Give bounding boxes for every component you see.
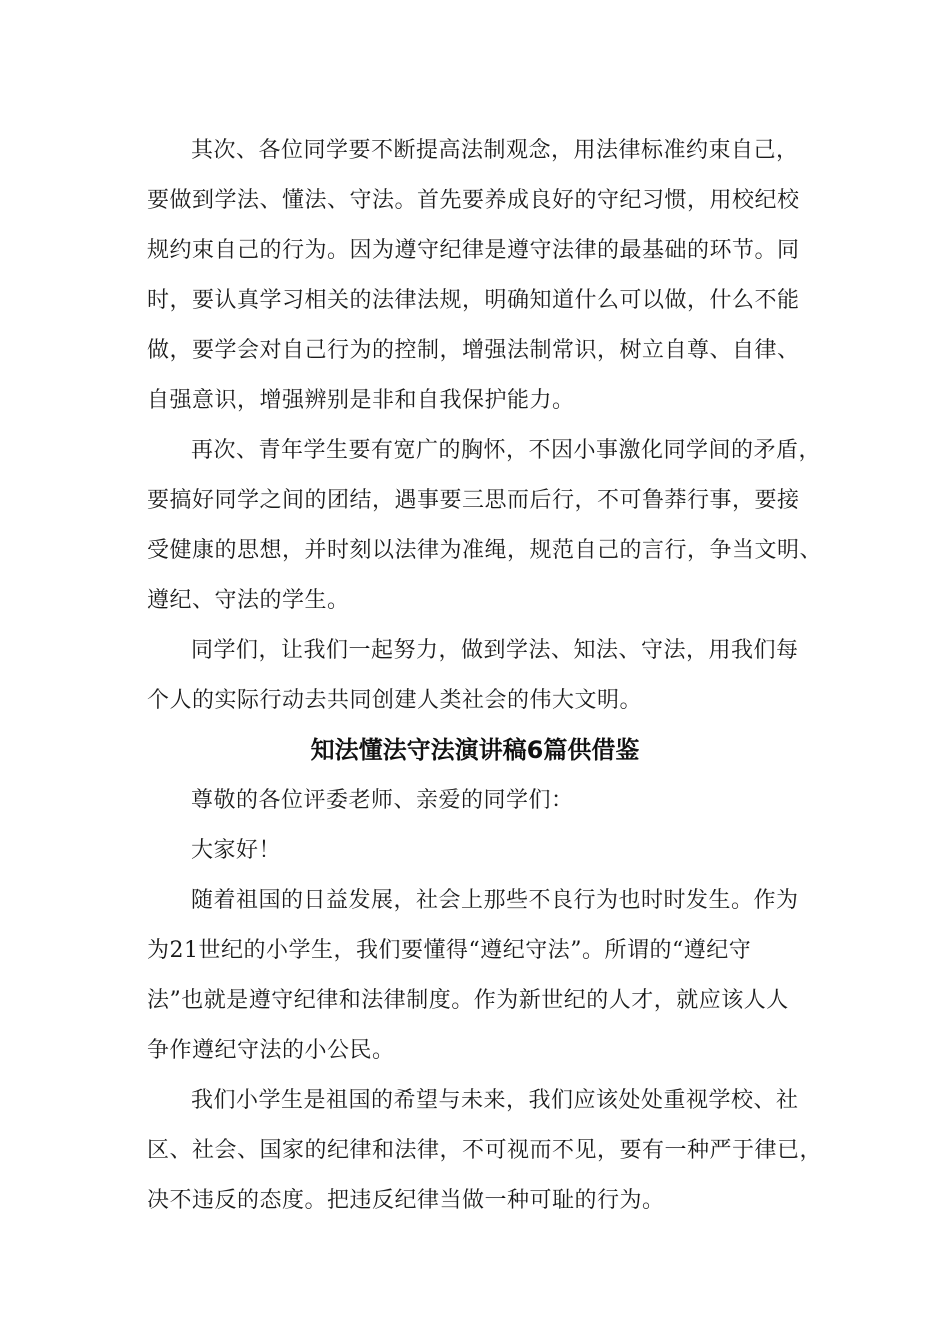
text-line: 为21世纪的小学生，我们要懂得“遵纪守法”。所谓的“遵纪守 <box>147 938 752 963</box>
text-line: 自强意识，增强辨别是非和自我保护能力。 <box>147 388 575 413</box>
greeting: 大家好！ <box>191 838 282 863</box>
salutation: 尊敬的各位评委老师、亲爱的同学们： <box>191 788 574 813</box>
text-line: 要搞好同学之间的团结，遇事要三思而后行，不可鲁莽行事，要接 <box>147 488 800 513</box>
text-line: 区、社会、国家的纪律和法律，不可视而不见，要有一种严于律已， <box>147 1138 823 1163</box>
text-line: 决不违反的态度。把违反纪律当做一种可耻的行为。 <box>147 1188 665 1213</box>
text-line: 规约束自己的行为。因为遵守纪律是遵守法律的最基础的环节。同 <box>147 238 800 263</box>
text-line: 争作遵纪守法的小公民。 <box>147 1038 395 1063</box>
text-line: 随着祖国的日益发展，社会上那些不良行为也时时发生。作为 <box>191 888 799 913</box>
text-line: 我们小学生是祖国的希望与未来，我们应该处处重视学校、社 <box>191 1088 799 1113</box>
text-line: 其次、各位同学要不断提高法制观念，用法律标准约束自己， <box>191 138 799 163</box>
text-line: 遵纪、守法的学生。 <box>147 588 350 613</box>
text-line: 个人的实际行动去共同创建人类社会的伟大文明。 <box>147 688 643 713</box>
text-line: 时，要认真学习相关的法律法规，明确知道什么可以做，什么不能 <box>147 288 800 313</box>
text-line: 要做到学法、懂法、守法。首先要养成良好的守纪习惯，用校纪校 <box>147 188 800 213</box>
text-line: 法”也就是遵守纪律和法律制度。作为新世纪的人才，就应该人人 <box>147 988 789 1013</box>
text-line: 同学们，让我们一起努力，做到学法、知法、守法，用我们每 <box>191 638 799 663</box>
text-line: 做，要学会对自己行为的控制，增强法制常识，树立自尊、自律、 <box>147 338 800 363</box>
text-line: 再次、青年学生要有宽广的胸怀，不因小事激化同学间的矛盾， <box>191 438 822 463</box>
text-line: 受健康的思想，并时刻以法律为准绳，规范自己的言行，争当文明、 <box>147 538 823 563</box>
section-title: 知法懂法守法演讲稿6篇供借鉴 <box>310 736 640 764</box>
